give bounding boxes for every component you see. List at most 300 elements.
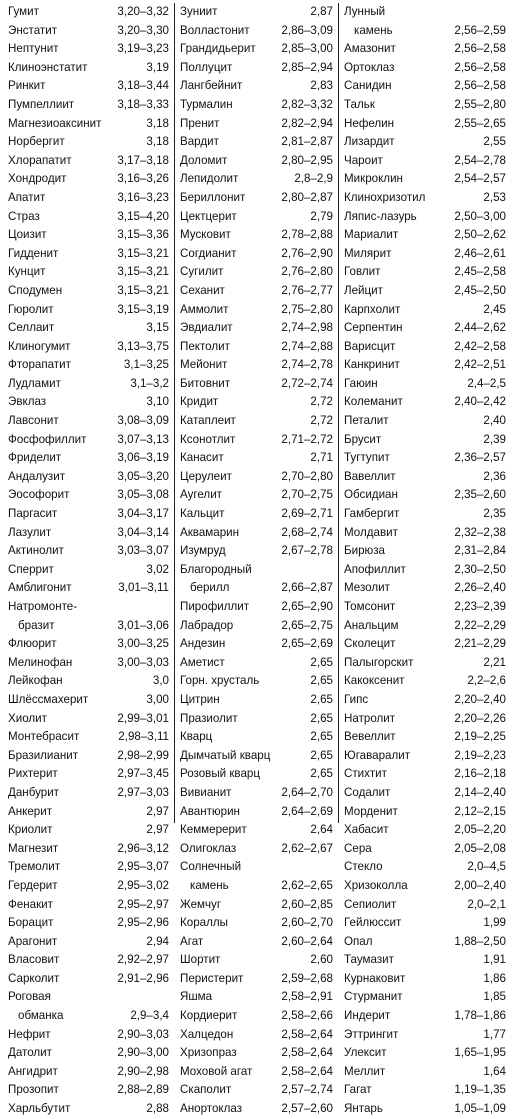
mineral-name: Фенакит <box>8 897 53 911</box>
density-value: 2,70–2,75 <box>281 488 333 502</box>
density-value: 2,45 <box>483 302 506 316</box>
density-value: 2,64–2,70 <box>281 785 333 799</box>
mineral-name: Амазонит <box>344 42 396 56</box>
table-row <box>8 486 169 505</box>
density-value: 3,18–3,44 <box>117 79 169 93</box>
table-row <box>344 598 506 617</box>
density-value: 2,65 <box>310 711 333 725</box>
density-value: 3,06–3,19 <box>117 451 169 465</box>
table-row <box>344 1026 506 1045</box>
density-value: 3,01–3,11 <box>118 581 169 595</box>
mineral-name: Сугилит <box>180 265 224 279</box>
mineral-name: Олигоклаз <box>180 841 237 855</box>
table-row <box>8 542 169 561</box>
mineral-name: Датолит <box>8 1046 52 1060</box>
table-row <box>180 59 333 78</box>
table-row <box>8 914 169 933</box>
table-row <box>8 375 169 394</box>
density-value: 2,60–2,64 <box>281 934 333 948</box>
table-row <box>180 449 333 468</box>
mineral-name: Яшма <box>180 990 213 1004</box>
table-row <box>180 672 333 691</box>
mineral-name: Таумазит <box>344 953 394 967</box>
table-row <box>344 765 506 784</box>
table-row <box>180 933 333 952</box>
mineral-name: Цоизит <box>8 228 47 242</box>
table-row <box>180 245 333 264</box>
mineral-name: Пирофиллит <box>180 600 250 613</box>
mineral-name: камень <box>354 23 393 37</box>
density-value: 3,00–3,03 <box>117 655 169 669</box>
mineral-name: Ортоклаз <box>344 60 395 74</box>
density-value: 1,99 <box>483 916 506 930</box>
mineral-name: Дымчатый кварц <box>180 748 271 762</box>
density-value: 2,71 <box>310 451 333 465</box>
table-row <box>8 208 169 227</box>
table-row <box>180 691 333 710</box>
density-value: 1,65–1,95 <box>454 1046 506 1060</box>
density-value: 2,8–2,9 <box>294 172 333 186</box>
density-value: 2,58–2,66 <box>281 1009 333 1023</box>
mineral-name: Хлорапатит <box>8 153 72 167</box>
mineral-name: Морденит <box>344 804 398 818</box>
mineral-name: Лазулит <box>8 525 52 539</box>
density-value: 3,15–3,19 <box>117 302 169 316</box>
mineral-name: Кридит <box>180 395 219 409</box>
density-value: 2,60–2,70 <box>281 916 333 930</box>
table-row <box>344 245 506 264</box>
mineral-name: Доломит <box>180 153 228 167</box>
table-row <box>344 951 506 970</box>
mineral-name: Югаваралит <box>344 748 411 762</box>
density-value: 3,20–3,30 <box>117 23 169 37</box>
mineral-name: Волластонит <box>180 23 250 37</box>
density-value: 2,62–2,65 <box>281 878 333 892</box>
density-value: 2,65 <box>310 730 333 744</box>
density-value: 2,22–2,29 <box>454 618 506 632</box>
density-value: 2,53 <box>483 190 506 204</box>
density-value: 2,62–2,67 <box>281 841 333 855</box>
density-value: 2,05–2,20 <box>454 823 506 837</box>
table-row <box>344 840 506 859</box>
table-row <box>344 412 506 431</box>
mineral-name: Арагонит <box>8 934 58 948</box>
mineral-name: Солнечный <box>180 860 242 874</box>
table-row <box>8 393 169 412</box>
mineral-name: Бериллонит <box>180 190 246 204</box>
table-row <box>344 728 506 747</box>
density-value: 2,55–2,65 <box>454 116 506 130</box>
table-row <box>344 635 506 654</box>
table-row <box>8 579 169 598</box>
mineral-name: Мариалит <box>344 228 399 242</box>
mineral-name: Эттрингит <box>344 1027 399 1041</box>
mineral-name: Вивианит <box>180 785 232 799</box>
density-value: 2,58–2,91 <box>281 990 333 1004</box>
table-row <box>8 115 169 134</box>
table-row <box>8 988 169 1007</box>
mineral-name: Тремолит <box>8 860 61 874</box>
density-value: 2,68–2,74 <box>281 525 333 539</box>
density-value: 3,15–3,21 <box>117 283 169 297</box>
mineral-name: бразит <box>18 618 55 632</box>
density-value: 2,58–2,64 <box>281 1027 333 1041</box>
mineral-name: Сколецит <box>344 637 396 651</box>
density-value: 2,74–2,88 <box>281 339 333 353</box>
mineral-name: Харльбутит <box>8 1102 71 1116</box>
density-value: 2,81–2,87 <box>281 135 333 149</box>
table-row <box>180 877 333 896</box>
density-value: 2,97 <box>146 823 169 837</box>
density-value: 3,18 <box>146 135 169 149</box>
table-row <box>8 412 169 431</box>
density-value: 2,56–2,59 <box>454 23 506 37</box>
density-value: 2,30–2,50 <box>454 562 506 576</box>
density-value: 2,57–2,60 <box>281 1102 333 1116</box>
mineral-name: Улексит <box>344 1046 387 1060</box>
table-row <box>344 59 506 78</box>
density-value: 2,74–2,78 <box>281 358 333 372</box>
mineral-name: Церулеит <box>180 469 232 483</box>
table-row <box>344 96 506 115</box>
density-value: 2,97–3,03 <box>117 785 169 799</box>
density-value: 2,20–2,26 <box>454 711 506 725</box>
table-row <box>344 617 506 636</box>
mineral-name: Фриделит <box>8 451 62 465</box>
mineral-name: Хризоколла <box>344 878 408 892</box>
mineral-name: Лангбейнит <box>180 79 243 93</box>
density-value: 2,79 <box>310 209 333 223</box>
density-value: 2,95–2,97 <box>117 897 169 911</box>
table-row <box>8 1063 169 1082</box>
mineral-name: Говлит <box>344 265 381 279</box>
table-row <box>8 263 169 282</box>
table-row <box>8 431 169 450</box>
density-value: 2,0–2,1 <box>467 897 506 911</box>
table-row <box>8 635 169 654</box>
density-value: 2,72 <box>310 395 333 409</box>
density-value: 3,18–3,33 <box>117 97 169 111</box>
mineral-name: Рихтерит <box>8 767 58 781</box>
density-value: 2,32–2,38 <box>454 525 506 539</box>
density-value: 3,15–3,21 <box>117 265 169 279</box>
mineral-name: Благородный <box>180 562 252 576</box>
mineral-name: Энстатит <box>8 23 58 37</box>
table-row <box>180 710 333 729</box>
table-row <box>8 245 169 264</box>
mineral-name: Зуниит <box>180 5 218 18</box>
density-value: 3,13–3,75 <box>117 339 169 353</box>
mineral-name: Аммолит <box>180 302 229 316</box>
table-row <box>8 1044 169 1063</box>
density-value: 3,15–4,20 <box>117 209 169 223</box>
density-value: 1,77 <box>483 1027 506 1041</box>
density-value: 3,04–3,17 <box>117 507 169 521</box>
density-value: 3,07–3,13 <box>117 432 169 446</box>
density-value: 2,14–2,40 <box>454 785 506 799</box>
density-value: 2,39 <box>483 432 506 446</box>
density-value: 2,42–2,58 <box>454 339 506 353</box>
table-row <box>344 654 506 673</box>
table-row <box>8 803 169 822</box>
mineral-name: Вевеллит <box>344 730 396 744</box>
density-value: 2,80–2,95 <box>281 153 333 167</box>
density-value: 2,35–2,60 <box>454 488 506 502</box>
table-row <box>180 375 333 394</box>
mineral-name: Вавеллит <box>344 469 396 483</box>
table-row <box>180 133 333 152</box>
density-value: 3,04–3,14 <box>117 525 169 539</box>
mineral-name: Шортит <box>180 953 221 967</box>
mineral-name: Варисцит <box>344 339 396 353</box>
mineral-name: Эвдиалит <box>180 321 233 335</box>
density-value: 2,57–2,74 <box>281 1083 333 1097</box>
table-row <box>344 1007 506 1026</box>
density-value: 2,45–2,58 <box>454 265 506 279</box>
mineral-name: Андезин <box>180 637 226 651</box>
mineral-name: Гагат <box>344 1083 372 1097</box>
density-value: 2,42–2,51 <box>454 358 506 372</box>
mineral-name: Кальцит <box>180 507 225 521</box>
density-value: 2,65–2,75 <box>281 618 333 632</box>
table-row <box>8 3 169 22</box>
density-value: 2,21–2,29 <box>454 637 506 651</box>
mineral-name: Андалузит <box>8 469 66 483</box>
mineral-name: Карпхолит <box>344 302 401 316</box>
mineral-name: Кунцит <box>8 265 46 279</box>
density-value: 2,56–2,58 <box>454 60 506 74</box>
mineral-name: камень <box>190 878 229 892</box>
density-value: 2,58–2,64 <box>281 1046 333 1060</box>
density-value: 2,56–2,58 <box>454 42 506 56</box>
table-row <box>8 970 169 989</box>
mineral-name: Согдианит <box>180 246 237 260</box>
table-row <box>8 338 169 357</box>
table-row <box>8 170 169 189</box>
mineral-name: Магнезиоаксинит <box>8 116 102 130</box>
table-row <box>8 226 169 245</box>
table-row <box>344 282 506 301</box>
density-value: 2,78–2,88 <box>281 228 333 242</box>
density-value: 3,18 <box>146 116 169 130</box>
density-value: 2,88 <box>146 1102 169 1116</box>
table-row <box>344 803 506 822</box>
mineral-name: Сперрит <box>8 562 54 576</box>
density-value: 2,87 <box>310 5 333 18</box>
table-row <box>180 486 333 505</box>
mineral-name: Турмалин <box>180 97 233 111</box>
density-value: 2,65–2,69 <box>281 637 333 651</box>
table-row <box>180 208 333 227</box>
table-row <box>8 22 169 41</box>
table-row <box>8 449 169 468</box>
mineral-name: Гипс <box>344 692 369 706</box>
table-row <box>8 133 169 152</box>
density-value: 3,01–3,06 <box>117 618 169 632</box>
table-row <box>8 468 169 487</box>
mineral-name: Моховой агат <box>180 1064 253 1078</box>
density-value: 2,76–2,80 <box>281 265 333 279</box>
mineral-name: Эософорит <box>8 488 70 502</box>
table-row <box>344 561 506 580</box>
mineral-name: Вардит <box>180 135 219 149</box>
mineral-name: Стурманит <box>344 990 403 1004</box>
density-value: 2,90–2,98 <box>117 1064 169 1078</box>
table-row <box>180 654 333 673</box>
mineral-name: Брусит <box>344 432 382 446</box>
mineral-name: Янтарь <box>344 1102 383 1116</box>
table-row <box>180 301 333 320</box>
table-row <box>180 821 333 840</box>
table-row <box>344 152 506 171</box>
table-row <box>8 821 169 840</box>
density-value: 2,91–2,96 <box>117 971 169 985</box>
density-value: 3,15–3,36 <box>117 228 169 242</box>
mineral-name: Сепиолит <box>344 897 397 911</box>
density-value: 2,66–2,87 <box>281 581 333 595</box>
density-value: 2,76–2,77 <box>281 283 333 297</box>
mineral-name: Лунный <box>344 5 386 18</box>
density-value: 3,08–3,09 <box>117 414 169 428</box>
mineral-name: Горн. хрусталь <box>180 674 260 688</box>
table-row <box>180 356 333 375</box>
table-row <box>344 1100 506 1119</box>
mineral-name: Какоксенит <box>344 674 405 688</box>
density-value: 3,05–3,08 <box>117 488 169 502</box>
table-row <box>8 282 169 301</box>
density-value: 2,76–2,90 <box>281 246 333 260</box>
mineral-name: Лабрадор <box>180 618 234 632</box>
table-row <box>180 1063 333 1082</box>
density-value: 2,65–2,90 <box>281 600 333 613</box>
mineral-name: Лейкофан <box>8 674 63 688</box>
table-row <box>8 319 169 338</box>
table-row <box>180 431 333 450</box>
mineral-name: Актинолит <box>8 544 64 558</box>
mineral-name: Кварц <box>180 730 213 744</box>
density-value: 3,05–3,20 <box>117 469 169 483</box>
density-value: 2,80–2,87 <box>281 190 333 204</box>
table-row <box>8 933 169 952</box>
table-column-3 <box>338 3 511 1119</box>
mineral-name: Клиноэнстатит <box>8 60 88 74</box>
table-row <box>180 988 333 1007</box>
density-value: 2,94 <box>146 934 169 948</box>
density-value: 3,10 <box>146 395 169 409</box>
table-row <box>180 412 333 431</box>
table-row <box>180 765 333 784</box>
mineral-name: Аугелит <box>180 488 222 502</box>
mineral-name: Микроклин <box>344 172 403 186</box>
mineral-name: Флюорит <box>8 637 57 651</box>
table-row <box>8 152 169 171</box>
table-row <box>180 542 333 561</box>
table-row <box>344 263 506 282</box>
table-row <box>344 319 506 338</box>
mineral-name: Цектцерит <box>180 209 237 223</box>
table-row <box>344 933 506 952</box>
table-row <box>180 524 333 543</box>
table-row <box>344 40 506 59</box>
density-value: 2,0–4,5 <box>467 860 506 874</box>
mineral-name: Апатит <box>8 190 46 204</box>
mineral-name: Опал <box>344 934 373 948</box>
density-value: 2,50–2,62 <box>454 228 506 242</box>
table-row <box>8 561 169 580</box>
table-row <box>344 877 506 896</box>
table-row <box>8 617 169 636</box>
table-row <box>8 765 169 784</box>
table-row <box>344 431 506 450</box>
table-row <box>344 133 506 152</box>
table-row <box>344 115 506 134</box>
mineral-name: Халцедон <box>180 1027 234 1041</box>
mineral-name: Прозопит <box>8 1083 59 1097</box>
density-value: 2,64–2,69 <box>281 804 333 818</box>
table-row <box>344 301 506 320</box>
mineral-name: Палыгорскит <box>344 655 414 669</box>
mineral-name: Канасит <box>180 451 224 465</box>
table-row <box>180 617 333 636</box>
table-row <box>180 1100 333 1119</box>
mineral-name: Гаюин <box>344 376 378 390</box>
mineral-name: Тугтупит <box>344 451 390 465</box>
table-row <box>180 226 333 245</box>
mineral-name: берилл <box>190 581 230 595</box>
table-row <box>344 505 506 524</box>
mineral-name: Скаполит <box>180 1083 232 1097</box>
table-row <box>344 170 506 189</box>
table-row <box>180 319 333 338</box>
density-value: 3,03–3,07 <box>117 544 169 558</box>
density-value: 2,95–3,07 <box>117 860 169 874</box>
table-row <box>8 59 169 78</box>
mineral-name: Бирюза <box>344 544 385 558</box>
table-row <box>180 77 333 96</box>
table-row <box>8 691 169 710</box>
table-row <box>180 3 333 22</box>
mineral-name: Фосфофиллит <box>8 432 87 446</box>
mineral-name: Празиолит <box>180 711 238 725</box>
mineral-name: Курнаковит <box>344 971 406 985</box>
mineral-name: Ангидрит <box>8 1064 58 1078</box>
mineral-name: Ляпис-лазурь <box>344 209 417 223</box>
mineral-name: Битовнит <box>180 376 231 390</box>
density-value: 1,88–2,50 <box>454 934 506 948</box>
table-row <box>8 951 169 970</box>
density-value: 2,59–2,68 <box>281 971 333 985</box>
density-value: 2,74–2,98 <box>281 321 333 335</box>
density-value: 2,82–3,32 <box>281 97 333 111</box>
mineral-name: Гейлюссит <box>344 916 402 930</box>
table-row <box>8 1026 169 1045</box>
mineral-name: Натромонте- <box>8 600 78 613</box>
density-value: 2,72 <box>310 414 333 428</box>
mineral-name: Томсонит <box>344 600 396 613</box>
mineral-name: Сарколит <box>8 971 60 985</box>
density-value: 2,19–2,23 <box>454 748 506 762</box>
density-value: 2,9–3,4 <box>130 1009 169 1023</box>
mineral-name: Норбергит <box>8 135 65 149</box>
table-row <box>344 393 506 412</box>
mineral-name: Клиногумит <box>8 339 71 353</box>
table-row <box>8 747 169 766</box>
mineral-name: Чароит <box>344 153 383 167</box>
mineral-name: Хабасит <box>344 823 389 837</box>
mineral-name: Мусковит <box>180 228 231 242</box>
density-value: 2,58–2,64 <box>281 1064 333 1078</box>
table-column-1 <box>6 3 174 1119</box>
